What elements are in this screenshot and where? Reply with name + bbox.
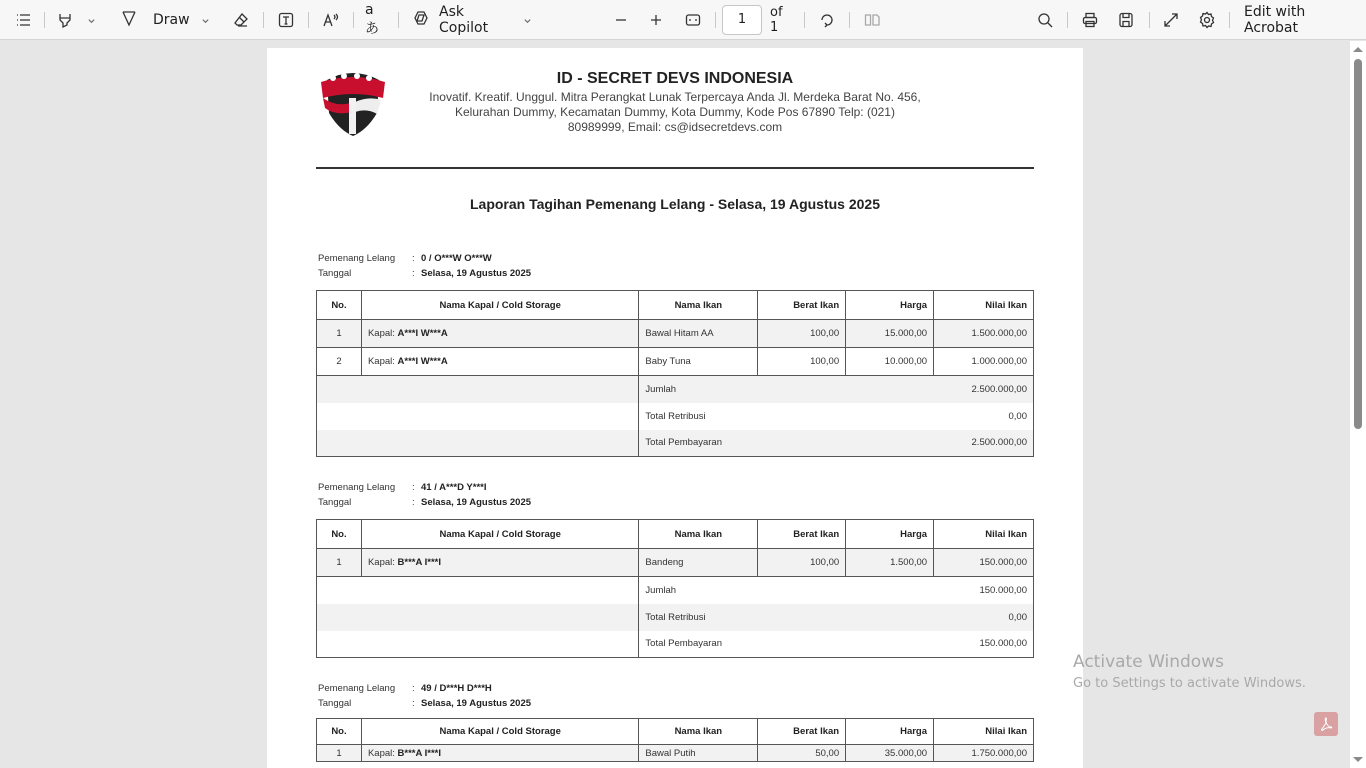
cell-ikan: Bandeng — [639, 549, 758, 577]
pdf-page — [267, 48, 1083, 768]
colon: : — [412, 497, 415, 508]
winner-label: Pemenang Lelang — [318, 482, 396, 493]
colon: : — [412, 268, 415, 279]
ask-copilot-label: Ask Copilot — [439, 4, 489, 36]
total-retribusi-value: 0,00 — [934, 604, 1034, 631]
total-retribusi-label: Total Retribusi — [639, 604, 934, 631]
cell-harga: 35.000,00 — [846, 745, 934, 762]
settings-icon[interactable] — [1197, 0, 1217, 40]
table-row — [317, 320, 1034, 348]
column-header: Harga — [846, 719, 934, 745]
colon: : — [412, 482, 415, 493]
cell-no: 1 — [317, 320, 362, 348]
table-row — [317, 348, 1034, 376]
page-view-icon[interactable] — [862, 0, 882, 40]
save-icon[interactable] — [1116, 0, 1136, 40]
date-value: Selasa, 19 Agustus 2025 — [421, 698, 532, 709]
table-header-row — [317, 520, 1034, 549]
edit-with-acrobat-button[interactable]: Edit with Acrobat — [1244, 4, 1306, 36]
toolbar-divider — [308, 12, 309, 28]
blank-cell — [317, 376, 639, 403]
total-pembayaran-row — [317, 430, 1034, 457]
column-header: Berat Ikan — [758, 291, 846, 320]
toolbar-divider — [1229, 12, 1230, 28]
highlight-options-chevron-icon[interactable] — [84, 0, 98, 40]
cell-ikan: Bawal Hitam AA — [639, 320, 758, 348]
chevron-down-icon — [523, 16, 532, 25]
acrobat-icon[interactable] — [1314, 712, 1338, 736]
column-header: Nama Ikan — [639, 520, 758, 549]
toolbar-divider — [1149, 12, 1150, 28]
date-label: Tanggal — [318, 698, 352, 709]
vertical-scrollbar[interactable] — [1350, 41, 1366, 768]
cell-nilai: 1.000.000,00 — [934, 348, 1034, 376]
winner-value: 41 / A***D Y***I — [421, 482, 487, 493]
cell-kapal — [361, 745, 638, 762]
cell-berat: 100,00 — [758, 320, 846, 348]
jumlah-value: 2.500.000,00 — [934, 376, 1034, 403]
blank-cell — [317, 430, 639, 457]
scroll-up-arrow-icon[interactable] — [1353, 47, 1363, 52]
ask-copilot-button[interactable] — [412, 0, 532, 40]
search-icon[interactable] — [1035, 0, 1055, 40]
cell-ikan: Baby Tuna — [639, 348, 758, 376]
blank-cell — [317, 403, 639, 430]
cell-no: 2 — [317, 348, 362, 376]
column-header: Nama Kapal / Cold Storage — [361, 520, 638, 549]
blank-cell — [317, 604, 639, 631]
column-header: No. — [317, 291, 362, 320]
total-retribusi-value: 0,00 — [934, 403, 1034, 430]
total-pembayaran-label: Total Pembayaran — [639, 430, 934, 457]
read-aloud-icon[interactable] — [321, 0, 341, 40]
invoice-table — [316, 519, 1034, 658]
cell-nilai: 1.500.000,00 — [934, 320, 1034, 348]
date-label: Tanggal — [318, 268, 352, 279]
winner-label: Pemenang Lelang — [318, 253, 396, 264]
invoice-table — [316, 290, 1034, 457]
date-value: Selasa, 19 Agustus 2025 — [421, 497, 532, 508]
cell-berat: 100,00 — [758, 549, 846, 577]
jumlah-label: Jumlah — [639, 577, 934, 604]
scroll-down-arrow-icon[interactable] — [1353, 757, 1363, 762]
column-header: Harga — [846, 291, 934, 320]
cell-kapal — [361, 549, 638, 577]
zoom-in-icon[interactable] — [646, 0, 666, 40]
blank-cell — [317, 577, 639, 604]
toolbar-divider — [44, 12, 45, 28]
watermark-subtitle: Go to Settings to activate Windows. — [1073, 676, 1306, 691]
cell-harga: 15.000,00 — [846, 320, 934, 348]
total-pembayaran-row — [317, 631, 1034, 658]
column-header: Nilai Ikan — [934, 520, 1034, 549]
column-header: No. — [317, 719, 362, 745]
kapal-name: A***I W***A — [397, 328, 448, 339]
table-header-row — [317, 719, 1034, 745]
header-divider — [316, 167, 1034, 169]
company-name: ID - SECRET DEVS INDONESIA — [556, 70, 794, 87]
table-row — [317, 745, 1034, 762]
total-retribusi-row — [317, 604, 1034, 631]
cell-harga: 10.000,00 — [846, 348, 934, 376]
cell-ikan: Bawal Putih — [639, 745, 758, 762]
total-pembayaran-label: Total Pembayaran — [639, 631, 934, 658]
column-header: Berat Ikan — [758, 520, 846, 549]
winner-meta — [316, 681, 1034, 711]
colon: : — [412, 253, 415, 264]
company-header — [407, 70, 943, 135]
cell-berat: 50,00 — [758, 745, 846, 762]
date-value: Selasa, 19 Agustus 2025 — [421, 268, 532, 279]
toolbar-divider — [263, 12, 264, 28]
jumlah-row — [317, 577, 1034, 604]
cell-kapal — [361, 348, 638, 376]
report-title: Laporan Tagihan Pemenang Lelang - Selasa, 19 Agustus 2025 — [469, 196, 880, 212]
page-number-input[interactable]: 1 — [722, 5, 762, 35]
translate-icon[interactable]: aあ — [365, 2, 379, 37]
winner-label: Pemenang Lelang — [318, 683, 396, 694]
column-header: No. — [317, 520, 362, 549]
fit-page-icon[interactable] — [683, 0, 703, 40]
cell-kapal — [361, 320, 638, 348]
company-logo — [317, 68, 389, 138]
draw-label: Draw — [153, 12, 190, 28]
kapal-prefix: Kapal: — [367, 748, 395, 759]
contents-icon[interactable] — [12, 0, 34, 40]
column-header: Nilai Ikan — [934, 719, 1034, 745]
cell-berat: 100,00 — [758, 348, 846, 376]
column-header: Nama Kapal / Cold Storage — [361, 719, 638, 745]
watermark-title: Activate Windows — [1073, 652, 1224, 672]
copilot-icon — [412, 9, 430, 31]
document-viewer — [0, 41, 1350, 768]
column-header: Nama Ikan — [639, 719, 758, 745]
zoom-out-icon[interactable] — [611, 0, 631, 40]
rotate-icon[interactable] — [817, 0, 837, 40]
print-icon[interactable] — [1080, 0, 1100, 40]
column-header: Nama Kapal / Cold Storage — [361, 291, 638, 320]
jumlah-value: 150.000,00 — [934, 577, 1034, 604]
eraser-icon[interactable] — [231, 0, 251, 40]
cell-no: 1 — [317, 549, 362, 577]
toolbar-divider — [804, 12, 805, 28]
winner-meta — [316, 251, 1034, 281]
total-retribusi-row — [317, 403, 1034, 430]
total-pembayaran-value: 150.000,00 — [934, 631, 1034, 658]
winner-value: 49 / D***H D***H — [421, 683, 492, 694]
cell-nilai: 150.000,00 — [934, 549, 1034, 577]
colon: : — [412, 698, 415, 709]
jumlah-row — [317, 376, 1034, 403]
date-label: Tanggal — [318, 497, 352, 508]
column-header: Harga — [846, 520, 934, 549]
company-address-line: Kelurahan Dummy, Kecamatan Dummy, Kota Dummy, Kode Pos 67890 Telp: (021) — [455, 105, 895, 119]
column-header: Nilai Ikan — [934, 291, 1034, 320]
page-total: of 1 — [770, 5, 783, 35]
total-retribusi-label: Total Retribusi — [639, 403, 934, 430]
activate-windows-watermark — [1073, 651, 1306, 693]
company-address-line: 80989999, Email: cs@idsecretdevs.com — [567, 120, 783, 134]
invoice-table — [316, 718, 1034, 762]
table-header-row — [317, 291, 1034, 320]
text-box-icon[interactable] — [276, 0, 296, 40]
table-row — [317, 549, 1034, 577]
column-header: Berat Ikan — [758, 719, 846, 745]
draw-options-chevron-icon[interactable] — [198, 0, 212, 40]
winner-section — [316, 681, 1034, 762]
draw-icon — [120, 9, 138, 31]
draw-button[interactable] — [120, 0, 195, 40]
kapal-prefix: Kapal: — [367, 328, 395, 339]
column-header: Nama Ikan — [639, 291, 758, 320]
colon: : — [412, 683, 415, 694]
toolbar-divider — [353, 12, 354, 28]
blank-cell — [317, 631, 639, 658]
toolbar-divider — [849, 12, 850, 28]
scrollbar-thumb[interactable] — [1354, 59, 1362, 429]
kapal-prefix: Kapal: — [367, 557, 395, 568]
highlight-icon[interactable] — [55, 0, 75, 40]
winner-section — [316, 251, 1034, 457]
cell-harga: 1.500,00 — [846, 549, 934, 577]
pdf-toolbar — [0, 0, 1366, 40]
toolbar-divider — [398, 12, 399, 28]
company-address-line: Inovatif. Kreatif. Unggul. Mitra Perangkat Lunak Terpercaya Anda Jl. Merdeka Barat No. 456, — [429, 90, 921, 104]
kapal-name: B***A I***I — [397, 748, 442, 759]
total-pembayaran-value: 2.500.000,00 — [934, 430, 1034, 457]
toolbar-divider — [1067, 12, 1068, 28]
jumlah-label: Jumlah — [639, 376, 934, 403]
winner-section — [316, 480, 1034, 658]
kapal-name: A***I W***A — [397, 356, 448, 367]
fullscreen-icon[interactable] — [1161, 0, 1181, 40]
toolbar-divider — [715, 12, 716, 28]
winner-value: 0 / O***W O***W — [421, 253, 492, 264]
cell-nilai: 1.750.000,00 — [934, 745, 1034, 762]
kapal-name: B***A I***I — [397, 557, 442, 568]
kapal-prefix: Kapal: — [367, 356, 395, 367]
winner-meta — [316, 480, 1034, 510]
cell-no: 1 — [317, 745, 362, 762]
